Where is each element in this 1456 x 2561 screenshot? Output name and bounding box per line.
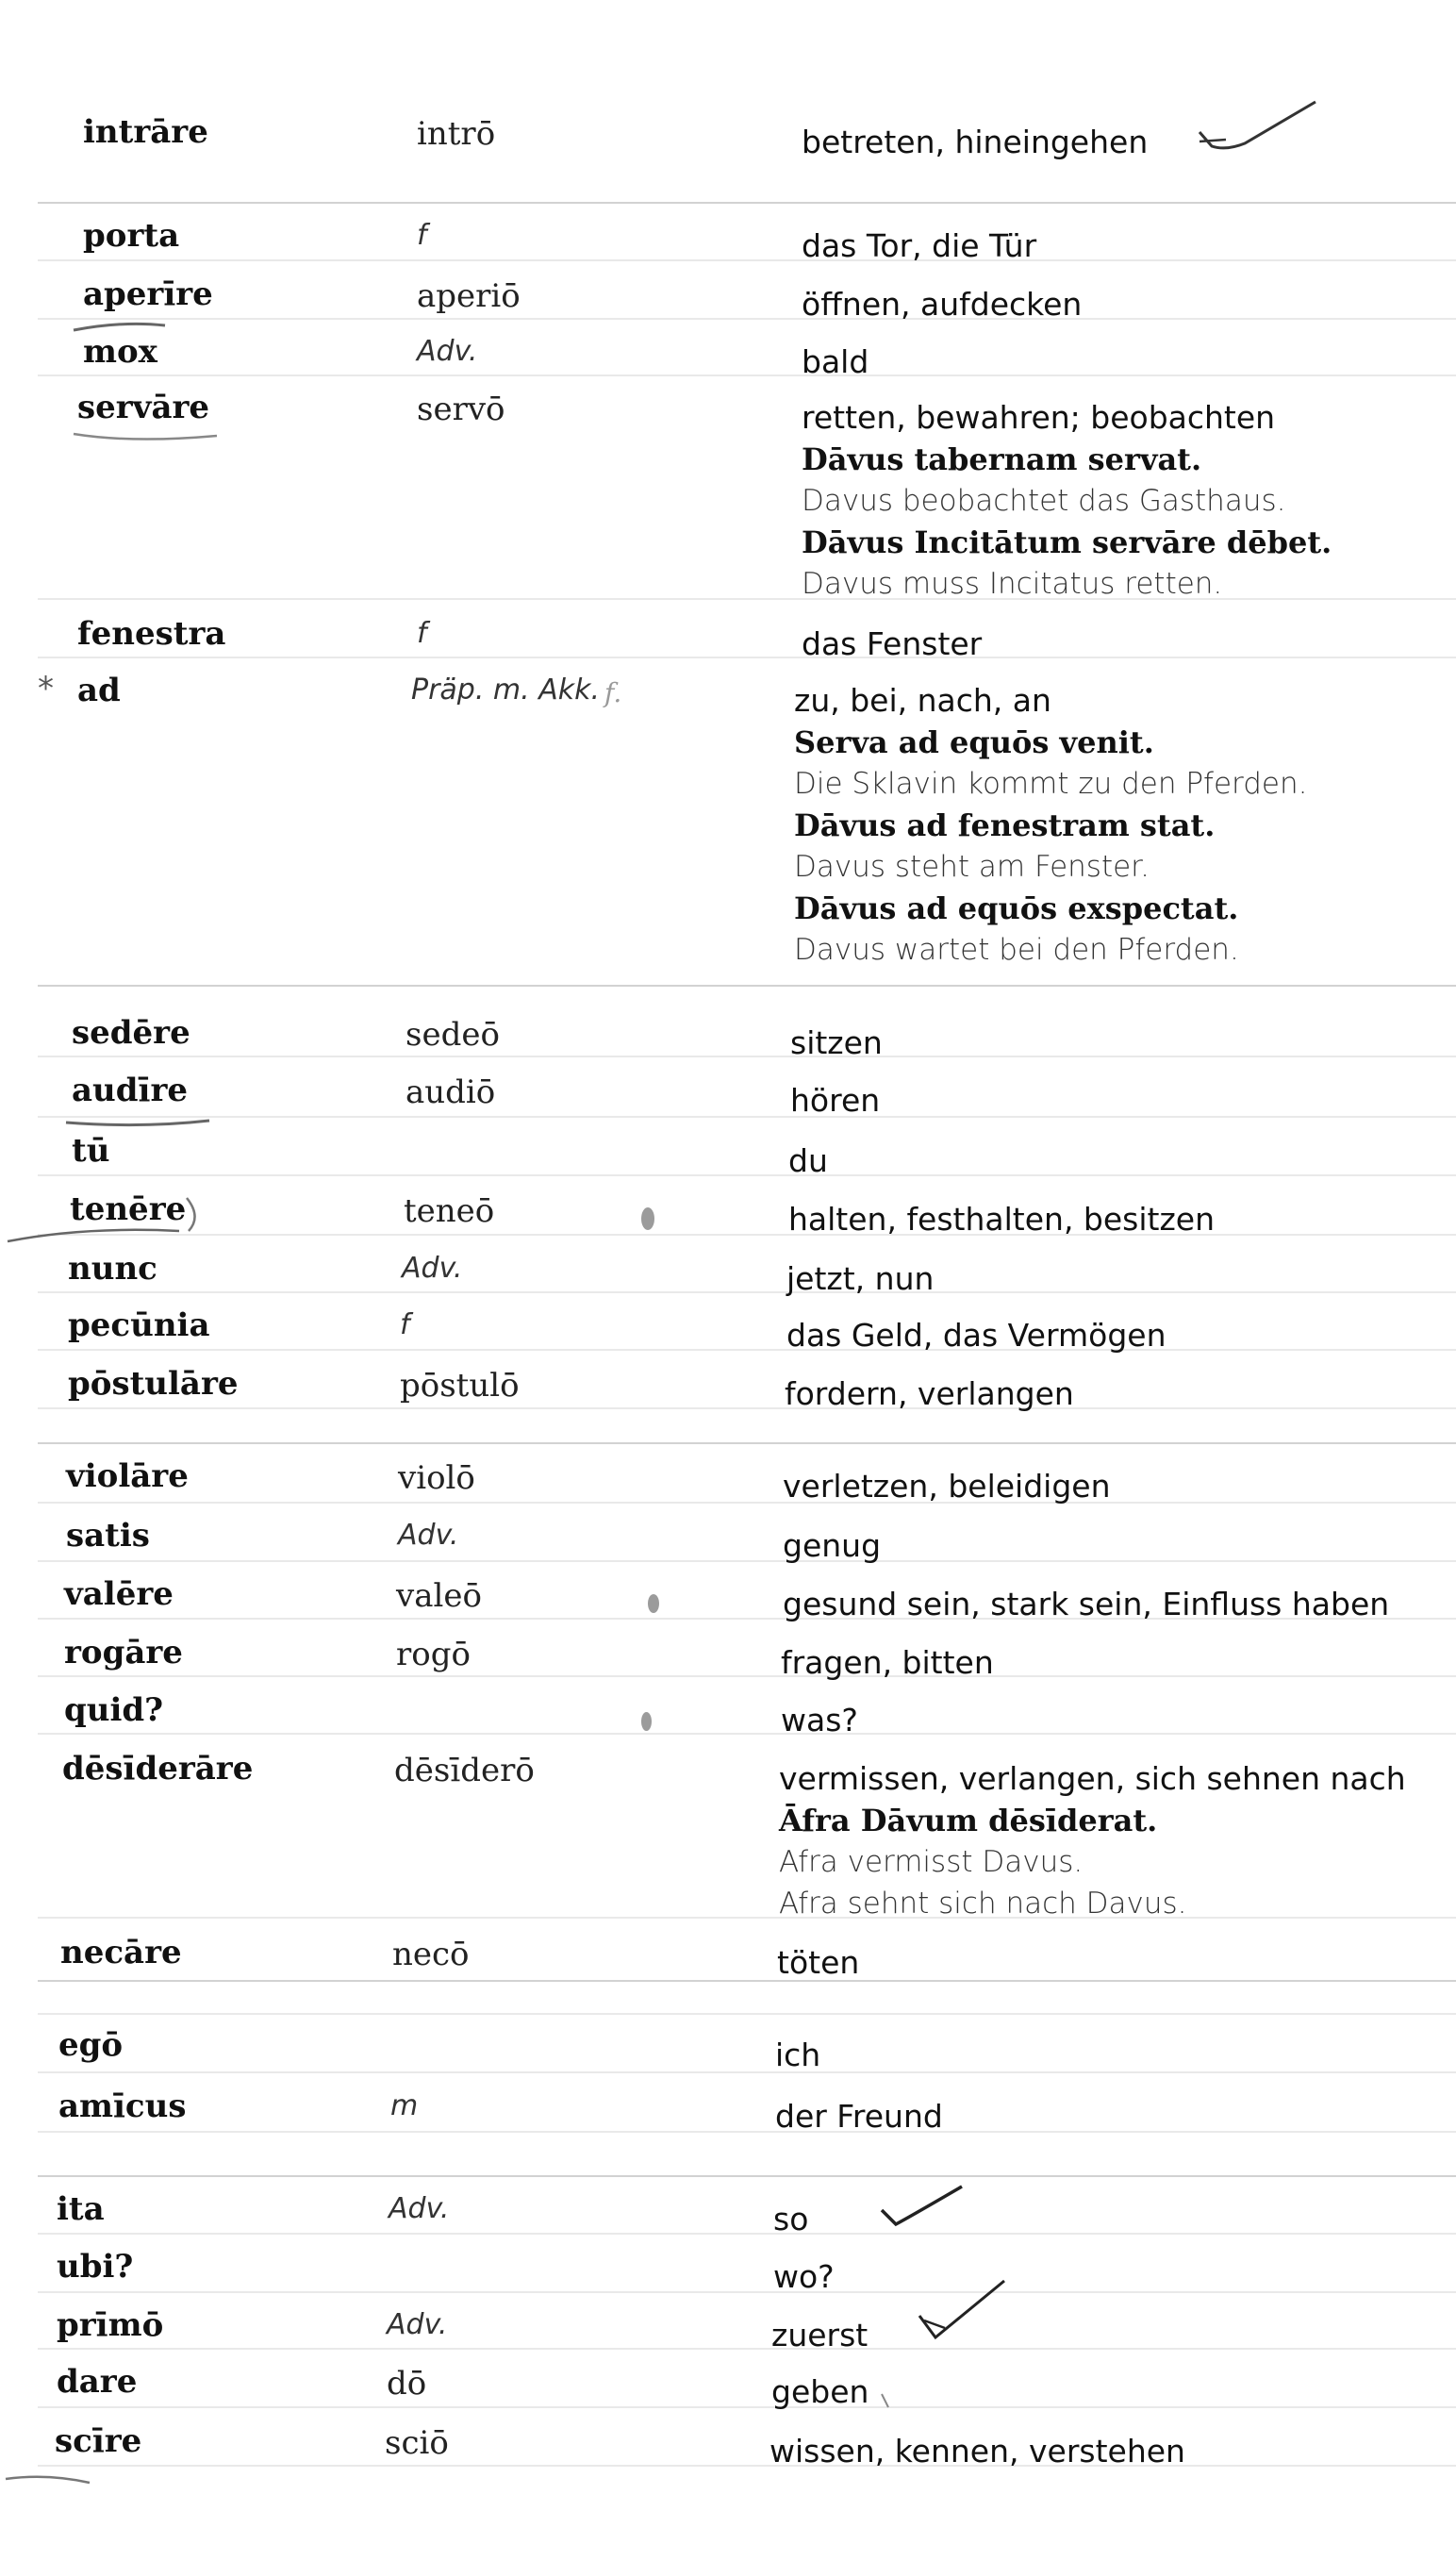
latin-lemma: fenestra xyxy=(77,615,226,653)
latin-lemma: amīcus xyxy=(58,2087,187,2125)
latin-lemma: ubi? xyxy=(57,2248,134,2286)
meaning-text: hören xyxy=(790,1082,881,1119)
grammar-form: rogō xyxy=(396,1636,471,1673)
german-gloss xyxy=(802,341,869,383)
meaning-text: das Tor, die Tür xyxy=(802,227,1037,264)
latin-lemma: servāre xyxy=(77,389,210,426)
grammar-form: Adv. xyxy=(389,2192,450,2225)
meaning-text: öffnen, aufdecken xyxy=(802,286,1083,323)
german-gloss xyxy=(773,2198,808,2240)
grammar-form: violō xyxy=(398,1459,475,1497)
german-gloss xyxy=(779,1757,1406,1924)
grammar-form: sciō xyxy=(385,2424,449,2462)
meaning-text: genug xyxy=(783,1527,882,1564)
pencil-dot xyxy=(641,1207,654,1230)
german-translation: Davus steht am Fenster. xyxy=(794,850,1150,884)
meaning-text: jetzt, nun xyxy=(786,1260,935,1297)
german-gloss xyxy=(802,225,1036,267)
grammar-form: sedeō xyxy=(405,1016,500,1054)
german-gloss xyxy=(788,1198,1215,1240)
latin-example: Serva ad equōs venit. xyxy=(794,724,1154,760)
meaning-text: das Geld, das Vermögen xyxy=(786,1317,1166,1354)
german-gloss xyxy=(783,1524,881,1567)
grammar-form: f xyxy=(417,617,427,650)
latin-lemma: tenēre xyxy=(70,1190,187,1228)
german-gloss xyxy=(790,1079,880,1122)
meaning-text: wo? xyxy=(773,2258,835,2295)
meaning-text: das Fenster xyxy=(802,625,983,662)
german-gloss xyxy=(802,396,1332,605)
german-translation: Die Sklavin kommt zu den Pferden. xyxy=(794,767,1308,801)
german-translation: Davus wartet bei den Pferden. xyxy=(794,933,1239,967)
latin-example: Āfra Dāvum dēsīderat. xyxy=(779,1803,1158,1838)
star-marker: * xyxy=(38,670,54,707)
german-gloss xyxy=(781,1699,858,1741)
latin-lemma: mox xyxy=(83,333,157,371)
german-gloss xyxy=(771,2314,868,2356)
latin-lemma: dēsīderāre xyxy=(62,1750,254,1788)
meaning-text: der Freund xyxy=(775,2098,943,2135)
latin-lemma: ita xyxy=(57,2190,105,2228)
meaning-text: betreten, hineingehen xyxy=(802,124,1149,160)
latin-lemma: valēre xyxy=(64,1575,174,1613)
latin-lemma: pecūnia xyxy=(68,1306,210,1344)
grammar-form: dō xyxy=(387,2365,427,2403)
meaning-text: halten, festhalten, besitzen xyxy=(788,1201,1216,1238)
latin-lemma: audīre xyxy=(72,1072,188,1109)
grammar-form: m xyxy=(390,2089,419,2122)
meaning-text: was? xyxy=(781,1702,858,1738)
meaning-text: zuerst xyxy=(771,2317,869,2353)
german-gloss xyxy=(775,2034,820,2076)
german-gloss xyxy=(786,1257,934,1300)
latin-lemma: satis xyxy=(66,1517,150,1555)
meaning-text: wissen, kennen, verstehen xyxy=(769,2433,1185,2470)
latin-lemma: scīre xyxy=(55,2422,142,2460)
german-gloss xyxy=(773,2255,835,2298)
german-gloss xyxy=(783,1583,1389,1625)
grammar-form: Adv. xyxy=(417,335,478,368)
latin-lemma: egō xyxy=(58,2026,124,2064)
latin-lemma: quid? xyxy=(64,1691,164,1729)
meaning-text: so xyxy=(773,2201,809,2237)
german-translation: Afra sehnt sich nach Davus. xyxy=(779,1887,1187,1921)
grammar-form: aperiō xyxy=(417,277,521,315)
german-gloss xyxy=(794,679,1307,971)
meaning-text: retten, bewahren; beobachten xyxy=(802,399,1276,436)
grammar-form: f xyxy=(400,1308,410,1341)
meaning-text: bald xyxy=(802,343,869,380)
german-translation: Davus beobachtet das Gasthaus. xyxy=(802,484,1286,518)
latin-lemma: aperīre xyxy=(83,275,213,313)
latin-lemma: sedēre xyxy=(72,1014,190,1052)
meaning-text: verletzen, beleidigen xyxy=(783,1468,1111,1505)
meaning-text: zu, bei, nach, an xyxy=(794,682,1051,719)
german-gloss xyxy=(802,121,1148,163)
latin-lemma: pōstulāre xyxy=(68,1365,239,1403)
meaning-text: du xyxy=(788,1142,828,1179)
german-gloss xyxy=(769,2430,1185,2472)
grammar-form: f xyxy=(417,219,427,252)
grammar-form: servō xyxy=(417,391,505,428)
german-gloss xyxy=(783,1465,1111,1507)
meaning-text: fordern, verlangen xyxy=(785,1375,1074,1412)
german-gloss xyxy=(788,1139,828,1182)
latin-lemma: nunc xyxy=(68,1250,157,1288)
german-translation: Davus muss Incitatus retten. xyxy=(802,567,1223,601)
german-gloss xyxy=(790,1022,883,1064)
german-gloss xyxy=(775,2095,943,2137)
grammar-form: valeō xyxy=(396,1577,482,1615)
meaning-text: gesund sein, stark sein, Einfluss haben xyxy=(783,1586,1390,1622)
latin-example: Dāvus ad fenestram stat. xyxy=(794,807,1216,843)
grammar-form: Adv. xyxy=(387,2308,448,2341)
german-gloss xyxy=(781,1641,994,1684)
latin-example: Dāvus ad equōs exspectat. xyxy=(794,890,1239,926)
latin-lemma: prīmō xyxy=(57,2306,164,2344)
latin-lemma: violāre xyxy=(66,1457,189,1495)
grammar-form: Präp. m. Akk. xyxy=(411,674,601,707)
latin-lemma: necāre xyxy=(60,1934,182,1971)
latin-example: Dāvus Incitātum servāre dēbet. xyxy=(802,524,1332,560)
grammar-form: dēsīderō xyxy=(394,1752,535,1789)
latin-lemma: ad xyxy=(77,672,121,709)
grammar-form: pōstulō xyxy=(400,1367,520,1405)
grammar-form: Adv. xyxy=(398,1519,459,1552)
grammar-form: intrō xyxy=(417,115,496,153)
grammar-form: audiō xyxy=(405,1073,496,1111)
latin-lemma: tū xyxy=(72,1132,110,1170)
german-gloss xyxy=(786,1314,1166,1356)
grammar-form: teneō xyxy=(404,1192,495,1230)
pencil-dot xyxy=(648,1594,659,1613)
meaning-text: vermissen, verlangen, sich sehnen nach xyxy=(779,1760,1406,1797)
latin-lemma: rogāre xyxy=(64,1634,183,1671)
meaning-text: sitzen xyxy=(790,1024,883,1061)
grammar-form: necō xyxy=(392,1936,470,1973)
latin-lemma: intrāre xyxy=(83,113,208,151)
latin-lemma: dare xyxy=(57,2363,138,2401)
german-translation: Afra vermisst Davus. xyxy=(779,1845,1084,1879)
meaning-text: fragen, bitten xyxy=(781,1644,994,1681)
latin-lemma: porta xyxy=(83,217,180,255)
meaning-text: geben xyxy=(771,2373,869,2410)
meaning-text: ich xyxy=(775,2037,821,2073)
german-gloss xyxy=(771,2370,869,2413)
latin-example: Dāvus tabernam servat. xyxy=(802,441,1202,477)
german-gloss xyxy=(785,1372,1074,1415)
german-gloss xyxy=(802,623,982,665)
german-gloss xyxy=(802,283,1082,325)
meaning-text: töten xyxy=(777,1944,860,1981)
pencil-dot xyxy=(641,1712,652,1731)
handwritten-note: f. xyxy=(604,677,622,708)
grammar-form: Adv. xyxy=(402,1252,463,1285)
german-gloss xyxy=(777,1941,859,1984)
